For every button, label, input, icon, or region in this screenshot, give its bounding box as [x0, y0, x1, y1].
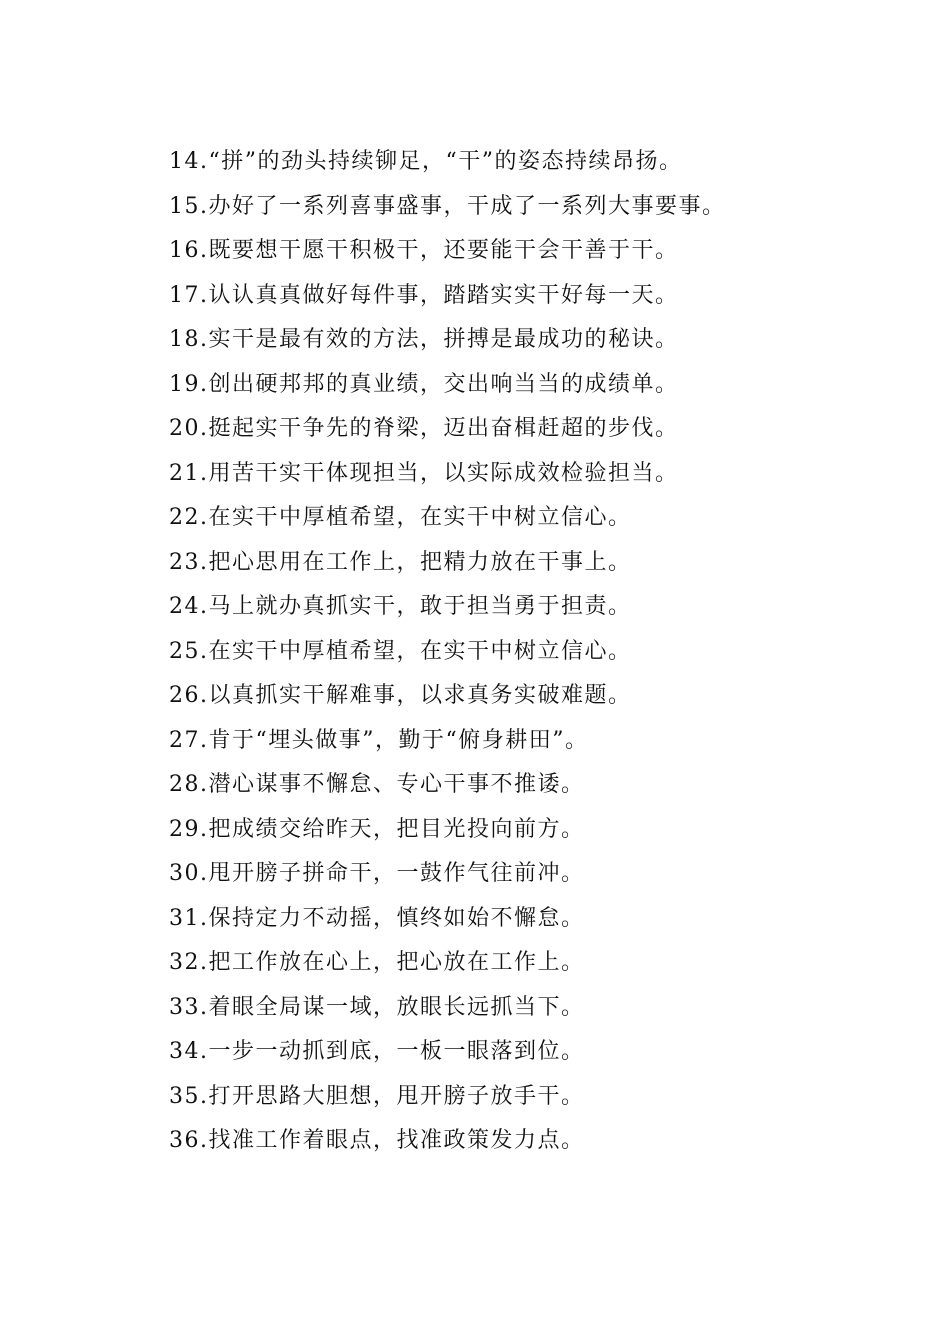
list-item: 23.把心思用在工作上，把精力放在干事上。 [169, 549, 632, 575]
list-item: 34.一步一动抓到底，一板一眼落到位。 [169, 1039, 585, 1064]
list-item: 20.挺起实干争先的脊梁，迈出奋楫赶超的步伐。 [169, 416, 679, 441]
list-item: 33.着眼全局谋一域，放眼长远抓当下。 [169, 994, 585, 1020]
list-item: 24.马上就办真抓实干，敢于担当勇于担责。 [169, 594, 632, 619]
slogan-list [169, 140, 726, 1164]
list-item: 27.肯于“埋头做事”，勤于“俯身耕田”。 [169, 727, 589, 753]
list-item: 25.在实干中厚植希望，在实干中树立信心。 [169, 638, 632, 664]
list-item: 16.既要想干愿干积极干，还要能干会干善于干。 [169, 238, 679, 263]
list-item: 21.用苦干实干体现担当，以实际成效检验担当。 [169, 460, 679, 486]
list-item: 15.办好了一系列喜事盛事，干成了一系列大事要事。 [169, 193, 726, 219]
list-item: 32.把工作放在心上，把心放在工作上。 [169, 950, 585, 975]
list-item: 29.把成绩交给昨天，把目光投向前方。 [169, 816, 585, 842]
list-item: 17.认认真真做好每件事，踏踏实实干好每一天。 [169, 282, 679, 308]
list-item: 18.实干是最有效的方法，拼搏是最成功的秘诀。 [169, 327, 679, 352]
list-item: 36.找准工作着眼点，找准政策发力点。 [169, 1128, 585, 1153]
list-item: 30.甩开膀子拼命干，一鼓作气往前冲。 [169, 861, 585, 886]
list-item: 35.打开思路大胆想，甩开膀子放手干。 [169, 1083, 585, 1109]
list-item: 28.潜心谋事不懈怠、专心干事不推诿。 [169, 772, 585, 797]
list-item: 14.“拼”的劲头持续铆足，“干”的姿态持续昂扬。 [169, 149, 683, 174]
list-item: 31.保持定力不动摇，慎终如始不懈怠。 [169, 905, 585, 931]
list-item: 22.在实干中厚植希望，在实干中树立信心。 [169, 505, 632, 530]
list-item: 19.创出硬邦邦的真业绩，交出响当当的成绩单。 [169, 371, 679, 397]
list-item: 26.以真抓实干解难事，以求真务实破难题。 [169, 683, 632, 708]
